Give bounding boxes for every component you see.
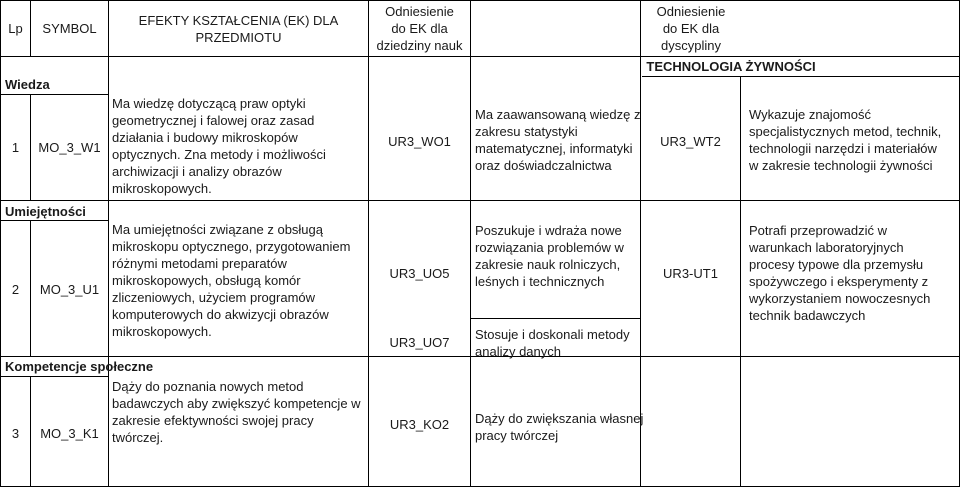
row3-field-desc-line: pracy twórczej xyxy=(475,428,559,443)
row3-effect-line: Dąży do poznania nowych metod xyxy=(112,379,304,394)
row3-effect-line: twórczej. xyxy=(112,430,164,445)
row2-field-desc-line: leśnych i technicznych xyxy=(475,274,605,289)
discipline-divider xyxy=(642,76,960,77)
row1-top-line xyxy=(0,94,108,95)
header-divider xyxy=(0,56,960,57)
row2-field-code-a: UR3_UO5 xyxy=(389,266,450,281)
row3-lp: 3 xyxy=(11,426,20,441)
section-knowledge: Wiedza xyxy=(5,77,50,92)
row1-field-code: UR3_WO1 xyxy=(388,134,451,149)
row2-field-desc-line: rozwiązania problemów w xyxy=(475,240,624,255)
row2-field-desc-line: analizy danych xyxy=(475,344,561,359)
row1-disc-desc-line: specjalistycznych metod, technik, xyxy=(749,124,942,139)
header-ref-field-line3: dziedziny nauk xyxy=(376,38,463,53)
row1-effect-line: Ma wiedzę dotyczącą praw optyki xyxy=(112,96,306,111)
row1-disc-code: UR3_WT2 xyxy=(660,134,721,149)
row3-effect-line: badawczych aby zwiększyć kompetencje w xyxy=(112,396,361,411)
row1-field-desc-line: matematycznej, informatyki xyxy=(475,141,633,156)
row3-top-line xyxy=(0,376,108,377)
row1-lp: 1 xyxy=(11,140,20,155)
row2-effect-line: zliczeniowych, użyciem programów xyxy=(112,290,316,305)
row2-disc-desc-line: technik badawczych xyxy=(749,308,866,323)
row2-effect-line: mikroskopu optycznego, przygotowaniem xyxy=(112,239,351,254)
row1-effect-line: działania i budowy mikroskopów xyxy=(112,130,298,145)
row2-field-code-b: UR3_UO7 xyxy=(389,335,450,350)
row2-effect-line: różnymi metodami preparatów xyxy=(112,256,287,271)
section-skills: Umiejętności xyxy=(5,204,86,219)
section-social: Kompetencje społeczne xyxy=(5,359,154,374)
row2-effect-line: komputerowych do akwizycji obrazów xyxy=(112,307,329,322)
row1-field-desc-line: oraz doświadczalnictwa xyxy=(475,158,612,173)
row2-field-desc-line: Stosuje i doskonali metody xyxy=(475,327,630,342)
row2-disc-desc-line: Potrafi przeprowadzić w xyxy=(749,223,887,238)
header-ref-disc-line1: Odniesienie xyxy=(656,4,726,19)
header-discipline: TECHNOLOGIA ŻYWNOŚCI xyxy=(646,59,816,74)
row2-effect-line: mikroskopowych. xyxy=(112,324,212,339)
row2-field-desc-line: Poszukuje i wdraża nowe xyxy=(475,223,622,238)
row2-disc-desc-line: warunkach laboratoryjnych xyxy=(749,240,904,255)
row1-effect-line: archiwizacji i analizy obrazów xyxy=(112,164,282,179)
row1-disc-desc-line: w zakresie technologii żywności xyxy=(749,158,933,173)
row2-top-line xyxy=(0,220,108,221)
row1-field-desc-line: Ma zaawansowaną wiedzę z xyxy=(475,107,641,122)
row3-field-desc-line: Dąży do zwiększania własnej xyxy=(475,411,644,426)
row1-bottom-line xyxy=(0,200,960,201)
row1-effect-line: optycznych. Zna metody i możliwości xyxy=(112,147,326,162)
header-ref-field-line2: do EK dla xyxy=(391,21,448,36)
header-effects-line2: PRZEDMIOTU xyxy=(195,30,282,45)
row2-effect-line: Ma umiejętności związane z obsługą xyxy=(112,222,323,237)
row2-disc-desc-line: spożywczego i eksperymenty z xyxy=(749,274,929,289)
row1-disc-desc-line: Wykazuje znajomość xyxy=(749,107,871,122)
uo5-uo7-divider xyxy=(470,318,640,319)
table-border-bottom xyxy=(0,486,960,487)
row2-symbol: MO_3_U1 xyxy=(39,282,100,297)
header-lp: Lp xyxy=(8,21,23,36)
row3-effect-line: zakresie efektywności swojej pracy xyxy=(112,413,314,428)
header-symbol: SYMBOL xyxy=(42,21,97,36)
row3-symbol: MO_3_K1 xyxy=(40,426,99,441)
col-effects-line xyxy=(368,0,369,487)
row2-disc-desc-line: procesy typowe dla przemysłu xyxy=(749,257,924,272)
border-left xyxy=(0,0,1,487)
header-ref-disc-line2: do EK dla xyxy=(662,21,720,36)
row1-disc-desc-line: technologii narzędzi i materiałów xyxy=(749,141,937,156)
col-disc-line xyxy=(740,76,741,487)
col-symbol-line xyxy=(108,0,109,487)
row2-lp: 2 xyxy=(11,282,20,297)
header-effects-line1: EFEKTY KSZTAŁCENIA (EK) DLA xyxy=(138,13,339,28)
row1-field-desc-line: zakresu statystyki xyxy=(475,124,578,139)
header-ref-field-line1: Odniesienie xyxy=(385,4,454,19)
row1-symbol: MO_3_W1 xyxy=(38,140,101,155)
row2-disc-code: UR3-UT1 xyxy=(663,266,718,281)
header-ref-disc-line3: dyscypliny xyxy=(661,38,721,53)
row1-effect-line: geometrycznej i falowej oraz zasad xyxy=(112,113,315,128)
row3-field-code: UR3_KO2 xyxy=(389,417,450,432)
row2-effect-line: mikroskopowych, obsługą komór xyxy=(112,273,301,288)
row2-disc-desc-line: wykorzystaniem nowoczesnych xyxy=(749,291,931,306)
table-border-top xyxy=(0,0,960,1)
col-field-line xyxy=(470,0,471,487)
row2-field-desc-line: zakresie nauk rolniczych, xyxy=(475,257,621,272)
row1-effect-line: mikroskopowych. xyxy=(112,181,212,196)
